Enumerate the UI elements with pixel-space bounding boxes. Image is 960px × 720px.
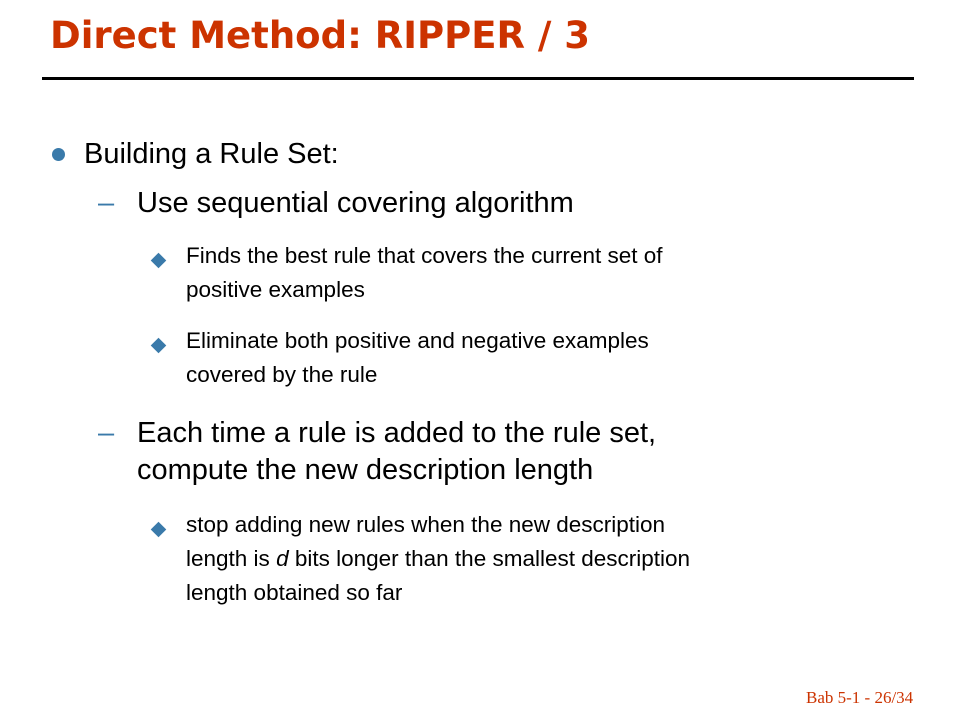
sub-bullet-description-length: [137, 415, 656, 489]
text-line: Each time a rule is added to the rule set,: [137, 417, 657, 449]
sub-sub-bullet-eliminate-examples: [186, 324, 649, 392]
dash-bullet-icon: –: [98, 187, 115, 219]
diamond-bullet-icon: [151, 253, 167, 269]
diamond-bullet-icon: [151, 522, 167, 538]
bullet-heading: Building a Rule Set:: [84, 138, 339, 170]
bullet-circle-icon: [52, 148, 65, 161]
text-fragment: bits longer than the smallest description: [288, 546, 691, 571]
dash-bullet-icon: –: [98, 417, 115, 449]
text-line: positive examples: [186, 277, 365, 302]
text-line: Eliminate both positive and negative examples: [186, 328, 649, 353]
title-underline: [42, 77, 914, 80]
text-line: Finds the best rule that covers the current set of: [186, 243, 663, 268]
text-line: [186, 542, 690, 576]
sub-bullet-sequential-covering: Use sequential covering algorithm: [137, 187, 574, 219]
text-fragment: length is: [186, 546, 277, 571]
text-line: length obtained so far: [186, 580, 403, 605]
text-line: compute the new description length: [137, 454, 594, 486]
text-line: covered by the rule: [186, 362, 378, 387]
text-line: stop adding new rules when the new description: [186, 512, 666, 537]
slide-footer: Bab 5-1 - 26/34: [806, 688, 914, 707]
diamond-bullet-icon: [151, 338, 167, 354]
sub-sub-bullet-finds-best-rule: [186, 239, 663, 307]
variable-d: d: [276, 546, 289, 571]
slide-title: Direct Method: RIPPER / 3: [50, 14, 591, 57]
sub-sub-bullet-stop-adding-rules: [186, 508, 690, 610]
